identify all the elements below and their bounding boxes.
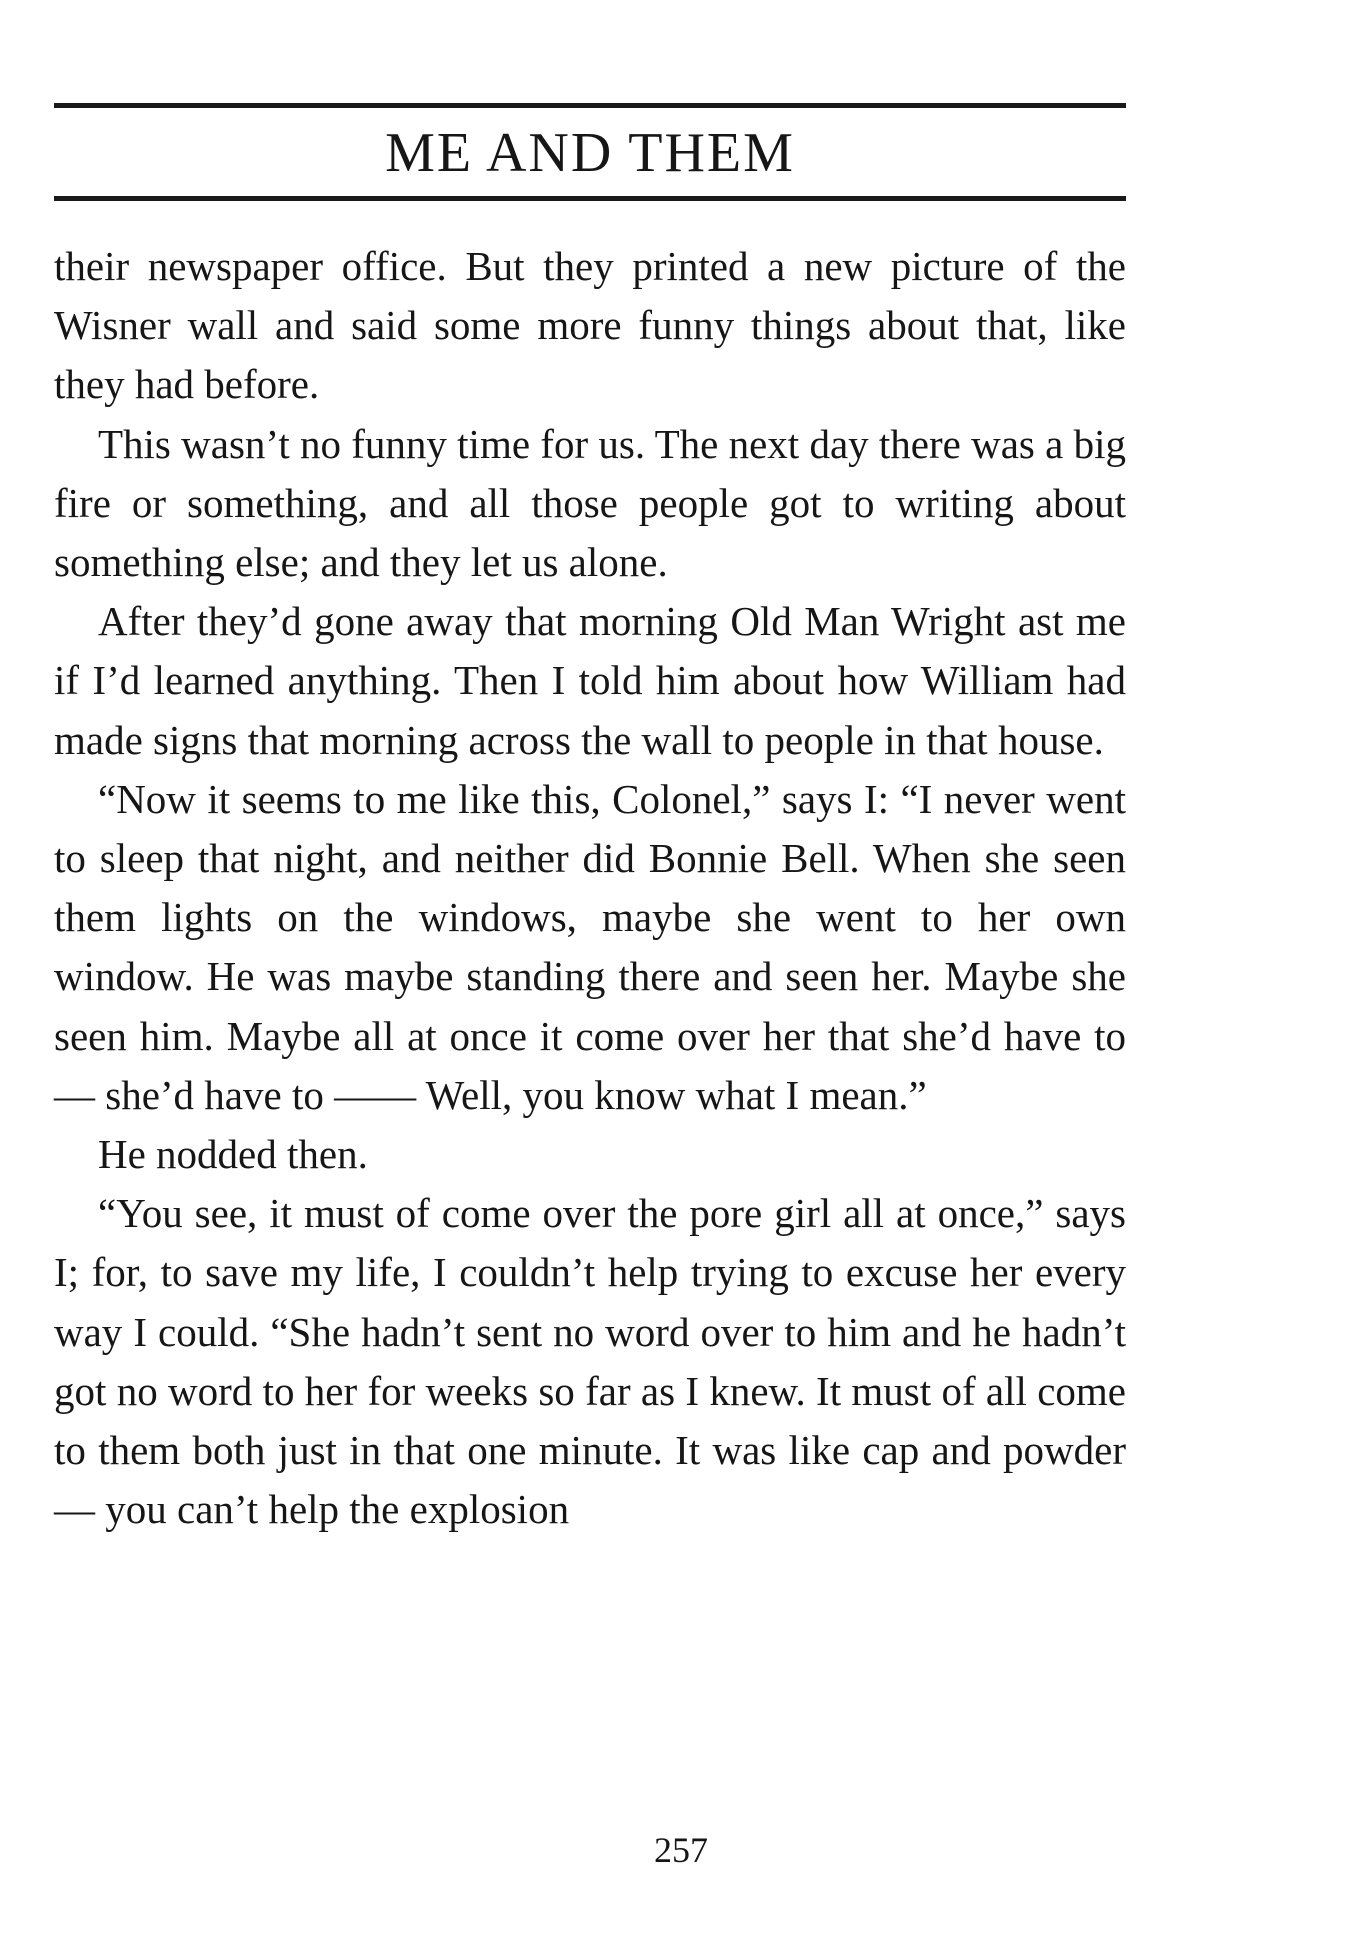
paragraph: This wasn’t no funny time for us. The next day there was a big fire or something, and all those people got to writing about something else; and they let us alone. [54,420,1126,586]
paragraph: “Now it seems to me like this, Colonel,” says I: “I never went to sleep that night, and neither did Bonnie Bell. When she seen them lights on the windows, maybe she went to her own window. He was maybe standing there and seen her. Maybe she seen him. Maybe all at once it come over her that she’d have to — she’d have to —— Well, you know what I mean.” [54,775,1126,1118]
paragraph: “You see, it must of come over the pore girl all at once,” says I; for, to save my life, I couldn’t help trying to excuse her every way I could. “She hadn’t sent no word over to him and he hadn’t got no word to her for weeks so far as I knew. It must of all come to them both just in that one minute. It was like cap and powder — you can’t help the explosion [54,1190,1126,1533]
paragraph-continued: their newspaper office. But they printed a new picture of the Wisner wall and said some more funny things about that, like they had before. [54,243,1126,408]
body-text [54,237,1126,1539]
header-rule-bottom [54,196,1126,201]
paragraph: After they’d gone away that morning Old Man Wright ast me if I’d learned anything. Then I told him about how William had made signs that morning across the wall to people in that house. [54,598,1126,763]
page-number: 257 [654,1830,708,1870]
paragraph: He nodded then. [98,1131,368,1178]
header-rule-top [54,103,1126,108]
running-head: ME AND THEM [385,122,795,184]
